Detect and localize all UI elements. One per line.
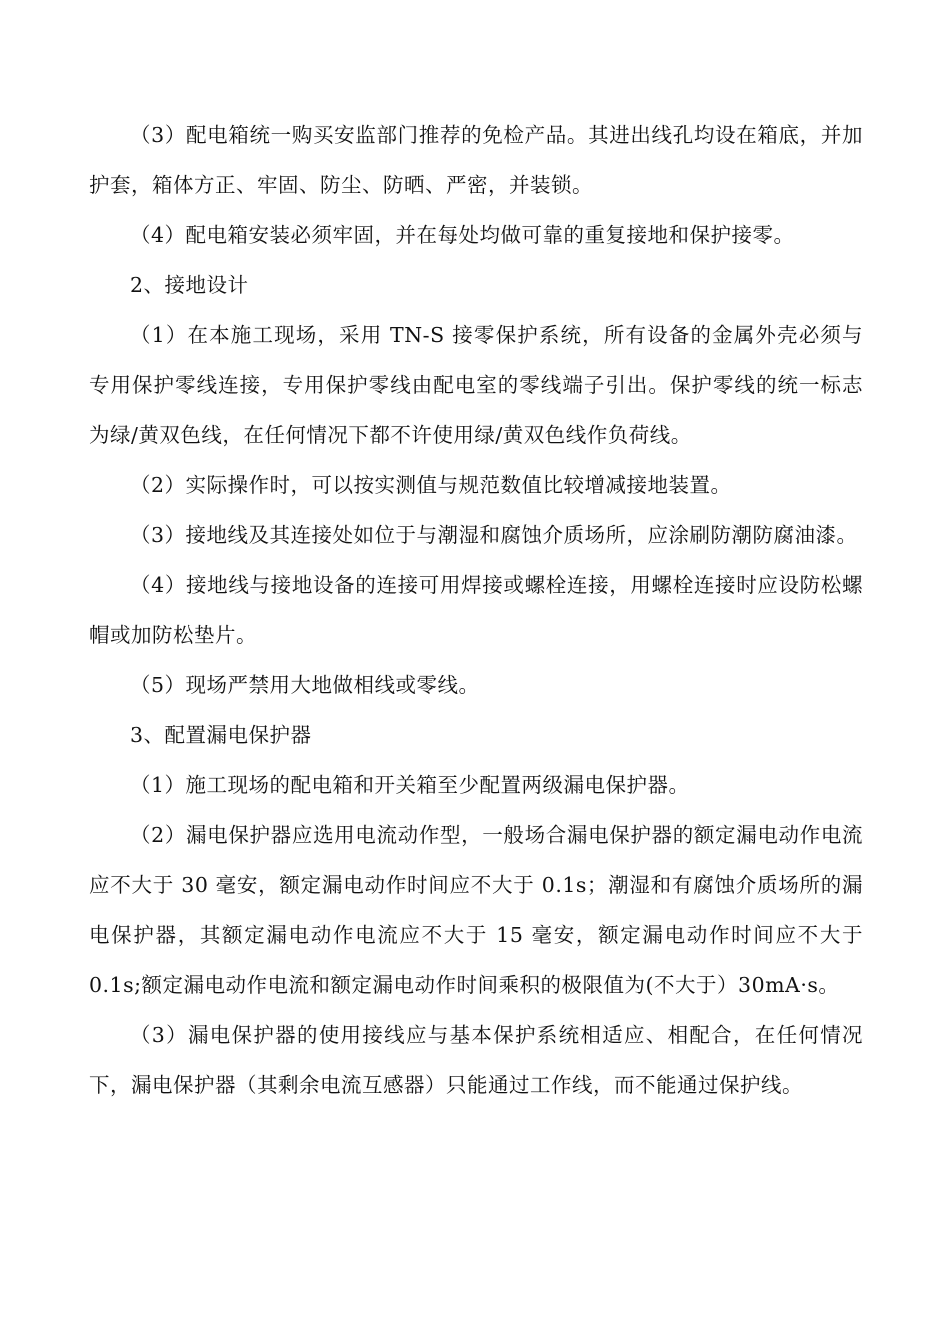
paragraph-grounding-4: （4）接地线与接地设备的连接可用焊接或螺栓连接，用螺栓连接时应设防松螺帽或加防松垫片。 [89,573,863,647]
heading-grounding-design: 2、接地设计 [130,273,249,297]
paragraph-distribution-box-4: （4）配电箱安装必须牢固，并在每处均做可靠的重复接地和保护接零。 [130,223,795,247]
heading-leakage-protector: 3、配置漏电保护器 [130,723,312,747]
paragraph-grounding-5: （5）现场严禁用大地做相线或零线。 [130,673,480,697]
paragraph-grounding-2: （2）实际操作时，可以按实测值与规范数值比较增减接地装置。 [130,473,732,497]
paragraph-distribution-box-3: （3）配电箱统一购买安监部门推荐的免检产品。其进出线孔均设在箱底，并加护套，箱体方正、牢固、防尘、防晒、严密，并装锁。 [89,123,863,197]
paragraph-leakage-1: （1）施工现场的配电箱和开关箱至少配置两级漏电保护器。 [130,773,690,797]
paragraph-grounding-3: （3）接地线及其连接处如位于与潮湿和腐蚀介质场所，应涂刷防潮防腐油漆。 [130,523,858,547]
paragraph-leakage-2: （2）漏电保护器应选用电流动作型，一般场合漏电保护器的额定漏电动作电流应不大于 30 毫安，额定漏电动作时间应不大于 0.1s；潮湿和有腐蚀介质场所的漏电保护器，其额定漏电动作电流应不大于 15 毫安，额定漏电动作时间应不大于 0.1s;额定漏电动作电流和额定漏电动作时间乘积的极限值为(不大于）30mA·s。 [89,823,863,997]
paragraph-grounding-1: （1）在本施工现场，采用 TN-S 接零保护系统，所有设备的金属外壳必须与专用保护零线连接，专用保护零线由配电室的零线端子引出。保护零线的统一标志为绿/黄双色线，在任何情况下都不许使用绿/黄双色线作负荷线。 [89,323,863,447]
document-body [89,110,863,1110]
paragraph-leakage-3: （3）漏电保护器的使用接线应与基本保护系统相适应、相配合，在任何情况下，漏电保护器（其剩余电流互感器）只能通过工作线，而不能通过保护线。 [89,1023,863,1097]
